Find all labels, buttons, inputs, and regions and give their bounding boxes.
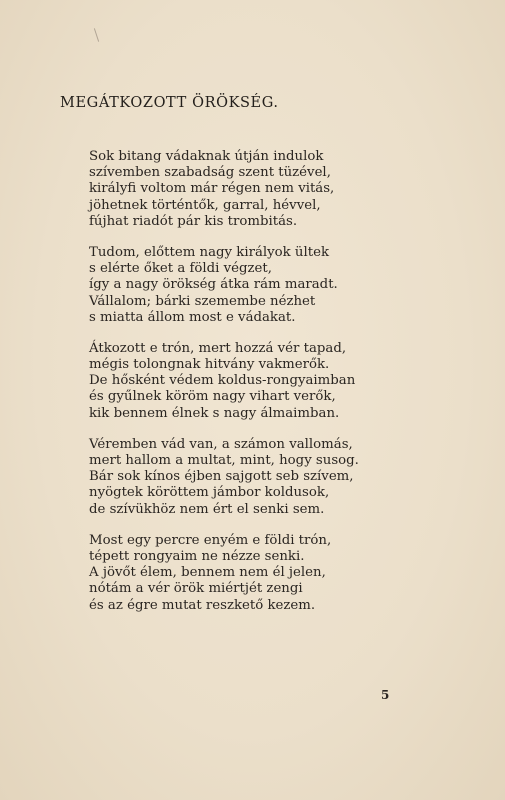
poem-line: és az égre mutat reszkető kezem. bbox=[89, 597, 316, 613]
poem-line: mert hallom a multat, mint, hogy susog. bbox=[89, 453, 359, 468]
poem-line: szívemben szabadság szent tüzével, bbox=[89, 165, 331, 181]
poem-line: és gyűlnek köröm nagy vihart verők, bbox=[89, 389, 336, 405]
poem-line: Sok bitang vádaknak útján indulok bbox=[89, 149, 324, 164]
poem-title: MEGÁTKOZOTT ÖRÖKSÉG. bbox=[60, 95, 279, 111]
poem-line: mégis tolongnak hitvány vakmerők. bbox=[89, 357, 330, 373]
poem-line: A jövőt élem, bennem nem él jelen, bbox=[89, 565, 326, 581]
poem-line: jöhetnek történtők, garral, hévvel, bbox=[89, 197, 321, 213]
stanza-5 bbox=[89, 533, 389, 614]
poem-line: Átkozott e trón, mert hozzá vér tapad, bbox=[89, 340, 347, 356]
poem-line: fújhat riadót pár kis trombitás. bbox=[89, 213, 298, 229]
poem-line: királyfi voltom már régen nem vitás, bbox=[89, 181, 335, 197]
poem-line: s miatta állom most e vádakat. bbox=[89, 309, 296, 325]
poem-line: Most egy percre enyém e földi trón, bbox=[89, 532, 332, 548]
poem-line: Bár sok kínos éjben sajgott seb szívem, bbox=[89, 469, 354, 485]
stanza-4 bbox=[89, 437, 389, 518]
poem-line: s elérte őket a földi végzet, bbox=[89, 261, 273, 277]
poem-line: Vállalom; bárki szemembe nézhet bbox=[89, 293, 316, 309]
pencil-mark bbox=[94, 28, 99, 42]
poem-line: De hősként védem koldus-rongyaimban bbox=[89, 373, 356, 389]
poem-body bbox=[89, 149, 389, 629]
poem-line: így a nagy örökség átka rám maradt. bbox=[89, 277, 338, 293]
poem-line: tépett rongyaim ne nézze senki. bbox=[89, 548, 305, 564]
stanza-1 bbox=[89, 149, 389, 230]
poem-line: kik bennem élnek s nagy álmaimban. bbox=[89, 405, 340, 421]
poem-line: Véremben vád van, a számon vallomás, bbox=[89, 436, 353, 452]
stanza-3 bbox=[89, 341, 389, 422]
poem-line: nótám a vér örök miértjét zengi bbox=[89, 581, 303, 597]
stanza-2 bbox=[89, 245, 389, 326]
poem-line: Tudom, előttem nagy királyok ültek bbox=[89, 244, 330, 260]
page-number: 5 bbox=[381, 688, 390, 702]
poem-line: de szívükhöz nem ért el senki sem. bbox=[89, 501, 325, 517]
poem-line: nyögtek köröttem jámbor koldusok, bbox=[89, 485, 330, 501]
